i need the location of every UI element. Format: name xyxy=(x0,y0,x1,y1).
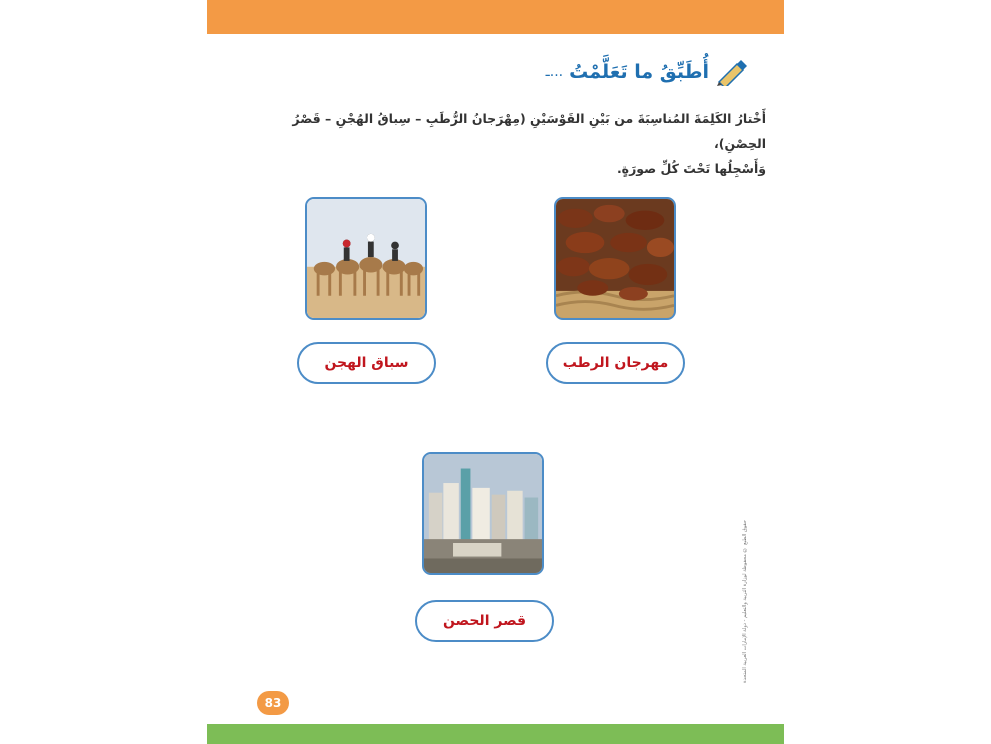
answer-box-dates[interactable]: مهرجان الرطب xyxy=(546,342,685,384)
city-buildings-photo xyxy=(422,452,544,575)
copyright-note: حقوق الطبع © محفوظة لوزارة التربية والتعليم - دولة الإمارات العربية المتحدة xyxy=(742,520,748,683)
city-image xyxy=(424,454,542,573)
camel-race-photo xyxy=(305,197,427,320)
title-decoration: ...ـ xyxy=(545,64,564,80)
dates-photo xyxy=(554,197,676,320)
section-title xyxy=(546,58,749,86)
instructions-line-1: أَخْتارُ الكَلِمَةَ المُناسِبَةَ من بَيْنِ القَوْسَيْنِ (مِهْرَجانُ الرُّطَبِ – سِباقُ الهُجْنِ – قَصْرُ الحِصْنِ)، xyxy=(292,111,766,151)
page-number: 83 xyxy=(257,691,289,715)
instructions-line-2: وَأَسْجِلُها تَحْتَ كُلِّ صورَةٍ. xyxy=(616,161,766,176)
answer-box-camel-race[interactable]: سباق الهجن xyxy=(297,342,436,384)
answer-box-fort[interactable]: قصر الحصن xyxy=(415,600,554,642)
dates-image xyxy=(556,199,674,318)
camel-race-image xyxy=(307,199,425,318)
instructions xyxy=(246,106,766,181)
pencil-icon xyxy=(715,58,749,86)
bottom-green-band xyxy=(207,724,784,744)
section-title-text: أُطَبِّقُ ما تَعَلَّمْتُ xyxy=(569,61,709,83)
top-orange-band xyxy=(207,0,784,34)
